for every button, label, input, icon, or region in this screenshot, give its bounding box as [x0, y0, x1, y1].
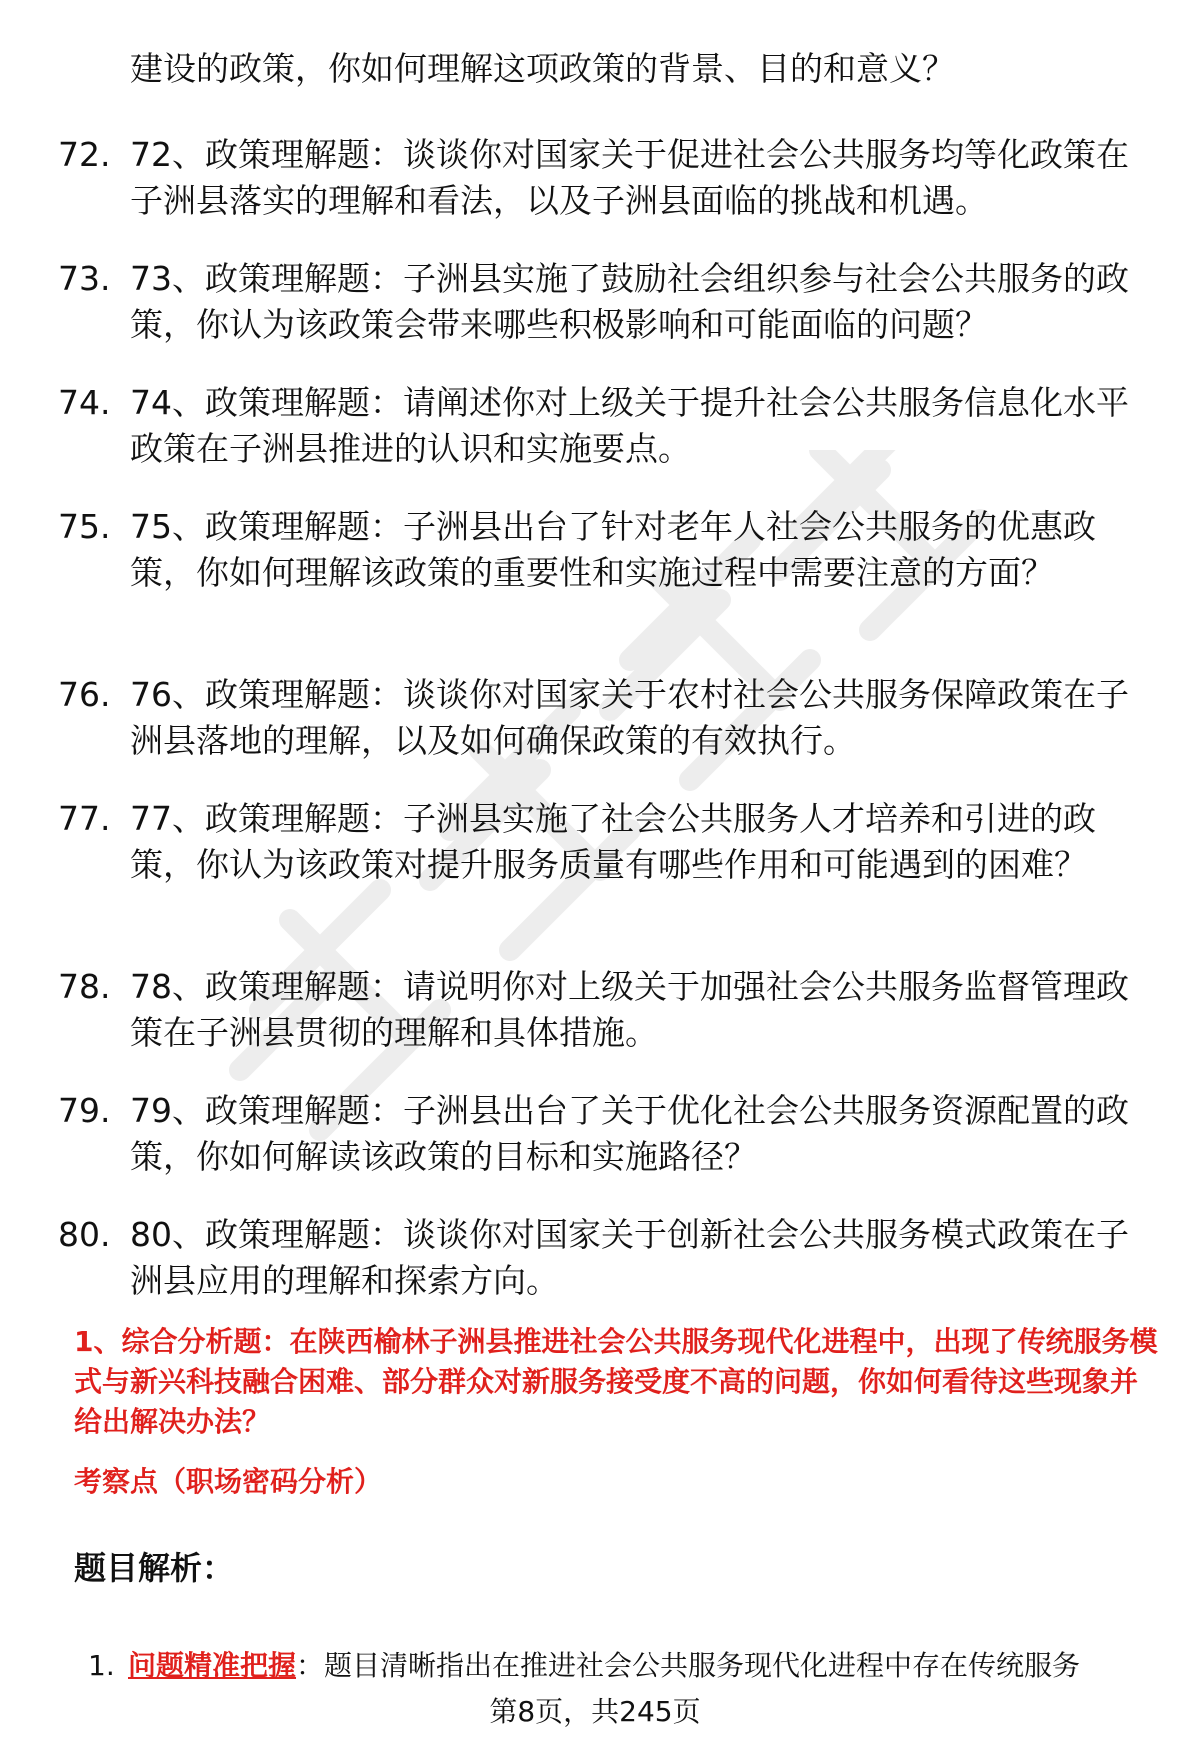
question-text: 73、政策理解题：子洲县实施了鼓励社会组织参与社会公共服务的政策，你认为该政策会带来哪些积极影响和可能面临的问题？: [130, 259, 1129, 344]
page-footer: 第8页，共245页: [489, 1695, 701, 1728]
question-text: 77、政策理解题：子洲县实施了社会公共服务人才培养和引进的政策，你认为该政策对提升服务质量有哪些作用和可能遇到的困难？: [130, 799, 1096, 884]
analysis-item: [88, 1646, 1168, 1686]
continuation-text: 建设的政策，你如何理解这项政策的背景、目的和意义？: [130, 49, 955, 88]
question-number: 78.: [58, 967, 111, 1006]
question-number: 77.: [58, 799, 111, 838]
question-text: 76、政策理解题：谈谈你对国家关于农村社会公共服务保障政策在子洲县落地的理解，以及如何确保政策的有效执行。: [130, 675, 1129, 760]
question-text: 79、政策理解题：子洲县出台了关于优化社会公共服务资源配置的政策，你如何解读该政策的目标和实施路径？: [130, 1091, 1129, 1176]
exam-point-label: 考察点（职场密码分析）: [74, 1465, 383, 1498]
question-text: 75、政策理解题：子洲县出台了针对老年人社会公共服务的优惠政策，你如何理解该政策的重要性和实施过程中需要注意的方面？: [130, 507, 1096, 592]
analysis-item-number: 1.: [88, 1649, 115, 1682]
question-number: 73.: [58, 259, 111, 298]
question-number: 74.: [58, 383, 111, 422]
question-number: 72.: [58, 135, 111, 174]
question-number: 80.: [58, 1215, 111, 1254]
comprehensive-question: 1、综合分析题：在陕西榆林子洲县推进社会公共服务现代化进程中，出现了传统服务模式与新兴科技融合困难、部分群众对新服务接受度不高的问题，你如何看待这些现象并给出解决办法？: [74, 1325, 1158, 1438]
question-text: 78、政策理解题：请说明你对上级关于加强社会公共服务监督管理政策在子洲县贯彻的理解和具体措施。: [130, 967, 1129, 1052]
analysis-heading: 题目解析：: [74, 1549, 235, 1587]
analysis-item-text: ：题目清晰指出在推进社会公共服务现代化进程中存在传统服务: [296, 1649, 1081, 1682]
question-text: 80、政策理解题：谈谈你对国家关于创新社会公共服务模式政策在子洲县应用的理解和探索方向。: [130, 1215, 1129, 1300]
question-text: 72、政策理解题：谈谈你对国家关于促进社会公共服务均等化政策在子洲县落实的理解和看法，以及子洲县面临的挑战和机遇。: [130, 135, 1129, 220]
question-number: 75.: [58, 507, 111, 546]
question-number: 76.: [58, 675, 111, 714]
question-number: 79.: [58, 1091, 111, 1130]
question-text: 74、政策理解题：请阐述你对上级关于提升社会公共服务信息化水平政策在子洲县推进的认识和实施要点。: [130, 383, 1129, 468]
analysis-item-key: 问题精准把握: [128, 1649, 297, 1682]
